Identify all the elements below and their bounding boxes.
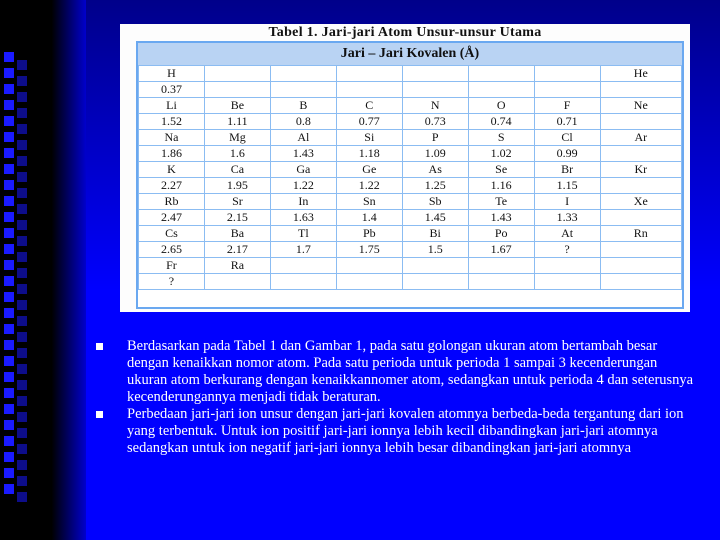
- decor-square: [4, 340, 14, 350]
- decor-square: [17, 204, 27, 214]
- decor-square: [4, 260, 14, 270]
- radius-value-cell: 1.86: [139, 146, 205, 162]
- element-symbol-cell: Na: [139, 130, 205, 146]
- element-symbol-cell: Xe: [600, 194, 681, 210]
- radius-value-cell: 1.33: [534, 210, 600, 226]
- decor-square: [17, 380, 27, 390]
- decor-square: [4, 324, 14, 334]
- radius-value-cell: 1.11: [204, 114, 270, 130]
- element-symbol-cell: Ra: [204, 258, 270, 274]
- decor-square: [4, 84, 14, 94]
- decor-square: [17, 284, 27, 294]
- atomic-radius-figure: [120, 24, 690, 312]
- decor-square: [17, 268, 27, 278]
- decor-square: [4, 388, 14, 398]
- element-symbol-cell: Mg: [204, 130, 270, 146]
- element-symbol-cell: F: [534, 98, 600, 114]
- decor-square: [17, 220, 27, 230]
- radius-value-cell: ?: [139, 274, 205, 290]
- decor-square: [4, 436, 14, 446]
- radius-value-cell: 0.8: [270, 114, 336, 130]
- decor-square: [17, 364, 27, 374]
- radius-value-cell: 2.27: [139, 178, 205, 194]
- element-symbol-cell: [534, 66, 600, 82]
- bullet-item: [96, 338, 696, 406]
- radius-value-cell: 1.43: [468, 210, 534, 226]
- radius-value-cell: 1.25: [402, 178, 468, 194]
- radius-value-cell: 1.95: [204, 178, 270, 194]
- radius-value-cell: 2.17: [204, 242, 270, 258]
- square-bullet-icon: [96, 343, 103, 350]
- element-symbol-cell: [204, 66, 270, 82]
- element-symbol-cell: In: [270, 194, 336, 210]
- decor-square: [17, 236, 27, 246]
- element-symbol-cell: As: [402, 162, 468, 178]
- radius-value-cell: 1.18: [336, 146, 402, 162]
- decor-square: [17, 332, 27, 342]
- element-symbol-cell: Bi: [402, 226, 468, 242]
- radius-value-cell: 1.4: [336, 210, 402, 226]
- decor-square: [17, 492, 27, 502]
- radius-value-cell: ?: [534, 242, 600, 258]
- figure-title: Tabel 1. Jari-jari Atom Unsur-unsur Utama: [268, 25, 542, 40]
- radius-value-cell: 1.15: [534, 178, 600, 194]
- element-symbol-cell: Sb: [402, 194, 468, 210]
- decor-square: [4, 372, 14, 382]
- radius-value-cell: 1.67: [468, 242, 534, 258]
- decor-square: [17, 92, 27, 102]
- square-bullet-icon: [96, 411, 103, 418]
- decor-square: [4, 308, 14, 318]
- decor-square: [17, 188, 27, 198]
- radius-value-cell: [600, 82, 681, 98]
- element-symbol-cell: Ne: [600, 98, 681, 114]
- element-symbol-cell: P: [402, 130, 468, 146]
- element-symbol-cell: Be: [204, 98, 270, 114]
- radius-value-cell: 1.02: [468, 146, 534, 162]
- element-symbol-cell: B: [270, 98, 336, 114]
- radius-value-cell: [600, 178, 681, 194]
- element-symbol-cell: [534, 258, 600, 274]
- decor-square: [17, 124, 27, 134]
- decor-square: [4, 468, 14, 478]
- decor-square: [17, 476, 27, 486]
- element-symbol-cell: [270, 258, 336, 274]
- radius-value-cell: 0.37: [139, 82, 205, 98]
- radius-value-cell: 2.47: [139, 210, 205, 226]
- radius-value-cell: [468, 274, 534, 290]
- element-symbol-cell: Cs: [139, 226, 205, 242]
- bullet-text: Berdasarkan pada Tabel 1 dan Gambar 1, pada satu golongan ukuran atom bertambah besar dengan kenaikkan nomor atom. Pada satu perioda untuk perioda 1 sampai 3 kecenderungan ukuran atom berkurang dengan kenaikkannomer atom, sedangkan untuk perioda 4 dan seterusnya kecenderungannya menjadi tidak beraturan.: [127, 338, 694, 405]
- decor-square: [17, 140, 27, 150]
- table-row: [139, 242, 682, 258]
- table-row: [139, 274, 682, 290]
- radius-value-cell: [402, 82, 468, 98]
- radius-value-cell: [600, 146, 681, 162]
- element-symbol-cell: At: [534, 226, 600, 242]
- radius-value-cell: 1.63: [270, 210, 336, 226]
- radius-value-cell: 0.71: [534, 114, 600, 130]
- table-row: [139, 210, 682, 226]
- decor-square: [17, 444, 27, 454]
- decor-square: [4, 148, 14, 158]
- element-symbol-cell: He: [600, 66, 681, 82]
- element-symbol-cell: Li: [139, 98, 205, 114]
- element-symbol-cell: Ge: [336, 162, 402, 178]
- radius-value-cell: 1.5: [402, 242, 468, 258]
- decor-square: [4, 404, 14, 414]
- decor-square: [17, 300, 27, 310]
- decor-square: [4, 452, 14, 462]
- element-symbol-cell: Ca: [204, 162, 270, 178]
- decor-square: [4, 420, 14, 430]
- element-symbol-cell: H: [139, 66, 205, 82]
- decor-square: [17, 156, 27, 166]
- radius-value-cell: [534, 274, 600, 290]
- radius-value-cell: 1.6: [204, 146, 270, 162]
- element-symbol-cell: Po: [468, 226, 534, 242]
- decor-square: [17, 396, 27, 406]
- radius-value-cell: [204, 82, 270, 98]
- decor-square: [4, 356, 14, 366]
- element-symbol-cell: Fr: [139, 258, 205, 274]
- radius-value-cell: [336, 274, 402, 290]
- element-symbol-cell: Sr: [204, 194, 270, 210]
- decor-square: [17, 252, 27, 262]
- table-row: [139, 162, 682, 178]
- radius-value-cell: 1.75: [336, 242, 402, 258]
- table-header: Jari – Jari Kovalen (Å): [138, 43, 682, 66]
- element-symbol-cell: Ga: [270, 162, 336, 178]
- table-row: [139, 194, 682, 210]
- radius-value-cell: 1.22: [270, 178, 336, 194]
- radius-value-cell: 1.09: [402, 146, 468, 162]
- element-symbol-cell: Ba: [204, 226, 270, 242]
- radius-value-cell: [270, 274, 336, 290]
- element-symbol-cell: K: [139, 162, 205, 178]
- radius-value-cell: [204, 274, 270, 290]
- decor-square: [4, 164, 14, 174]
- decor-square: [17, 316, 27, 326]
- element-symbol-cell: Al: [270, 130, 336, 146]
- radius-value-cell: [336, 82, 402, 98]
- element-symbol-cell: Te: [468, 194, 534, 210]
- element-symbol-cell: [402, 66, 468, 82]
- radius-value-cell: 1.16: [468, 178, 534, 194]
- radius-value-cell: 1.7: [270, 242, 336, 258]
- radius-value-cell: 1.43: [270, 146, 336, 162]
- decor-square: [4, 212, 14, 222]
- radius-value-cell: [600, 274, 681, 290]
- radius-value-cell: 1.45: [402, 210, 468, 226]
- decor-square: [4, 132, 14, 142]
- bullet-text: Perbedaan jari-jari ion unsur dengan jari-jari kovalen atomnya berbeda-beda tergantung dari ion yang terbentuk. Untuk ion positif jari-jari ionnya lebih kecil dibandingkan jari-jari atomnya sedangkan untuk ion negatif jari-jari ionnya lebih besar dibandingkan jari-jari atomnya: [127, 406, 684, 456]
- radius-value-cell: 1.52: [139, 114, 205, 130]
- decor-square: [4, 68, 14, 78]
- radius-value-cell: [600, 114, 681, 130]
- table-row: [139, 178, 682, 194]
- decor-square: [4, 100, 14, 110]
- table-row: [139, 258, 682, 274]
- element-symbol-cell: Kr: [600, 162, 681, 178]
- table-row: [139, 82, 682, 98]
- radius-value-cell: 1.22: [336, 178, 402, 194]
- decor-square: [17, 108, 27, 118]
- decor-square: [17, 412, 27, 422]
- decor-square: [4, 116, 14, 126]
- element-symbol-cell: Rb: [139, 194, 205, 210]
- table-row: [139, 226, 682, 242]
- bullet-item: [96, 406, 696, 457]
- radius-value-cell: [270, 82, 336, 98]
- element-symbol-cell: [600, 258, 681, 274]
- table-row: [139, 146, 682, 162]
- decor-square: [17, 460, 27, 470]
- element-symbol-cell: [336, 258, 402, 274]
- decor-square: [17, 60, 27, 70]
- bullet-list: [96, 338, 696, 457]
- radius-table-frame: [136, 41, 684, 309]
- element-symbol-cell: Rn: [600, 226, 681, 242]
- radius-value-cell: [600, 242, 681, 258]
- table-row: [139, 130, 682, 146]
- decor-square: [4, 228, 14, 238]
- element-symbol-cell: Si: [336, 130, 402, 146]
- element-symbol-cell: C: [336, 98, 402, 114]
- decor-square: [17, 348, 27, 358]
- element-symbol-cell: Tl: [270, 226, 336, 242]
- element-symbol-cell: Sn: [336, 194, 402, 210]
- element-symbol-cell: Pb: [336, 226, 402, 242]
- decor-square: [17, 172, 27, 182]
- radius-value-cell: 0.74: [468, 114, 534, 130]
- radius-value-cell: 0.77: [336, 114, 402, 130]
- decor-square: [4, 292, 14, 302]
- radius-value-cell: [534, 82, 600, 98]
- radius-value-cell: 2.65: [139, 242, 205, 258]
- decor-square: [4, 484, 14, 494]
- decor-square: [4, 180, 14, 190]
- element-symbol-cell: I: [534, 194, 600, 210]
- radius-value-cell: 2.15: [204, 210, 270, 226]
- decor-square: [4, 196, 14, 206]
- element-symbol-cell: S: [468, 130, 534, 146]
- element-symbol-cell: N: [402, 98, 468, 114]
- radius-value-cell: 0.99: [534, 146, 600, 162]
- radius-value-cell: 0.73: [402, 114, 468, 130]
- table-row: [139, 114, 682, 130]
- element-symbol-cell: [468, 258, 534, 274]
- element-symbol-cell: [468, 66, 534, 82]
- radius-value-cell: [600, 210, 681, 226]
- radius-value-cell: [402, 274, 468, 290]
- decor-square: [4, 244, 14, 254]
- element-symbol-cell: [270, 66, 336, 82]
- element-symbol-cell: [402, 258, 468, 274]
- element-symbol-cell: Br: [534, 162, 600, 178]
- element-symbol-cell: O: [468, 98, 534, 114]
- element-symbol-cell: Ar: [600, 130, 681, 146]
- table-row: [139, 98, 682, 114]
- decor-square: [17, 76, 27, 86]
- covalent-radius-table: [138, 65, 682, 290]
- radius-value-cell: [468, 82, 534, 98]
- decor-square: [4, 276, 14, 286]
- decor-square: [17, 428, 27, 438]
- decor-square: [4, 52, 14, 62]
- table-row: [139, 66, 682, 82]
- element-symbol-cell: Cl: [534, 130, 600, 146]
- element-symbol-cell: Se: [468, 162, 534, 178]
- left-decoration-band: [0, 0, 86, 540]
- element-symbol-cell: [336, 66, 402, 82]
